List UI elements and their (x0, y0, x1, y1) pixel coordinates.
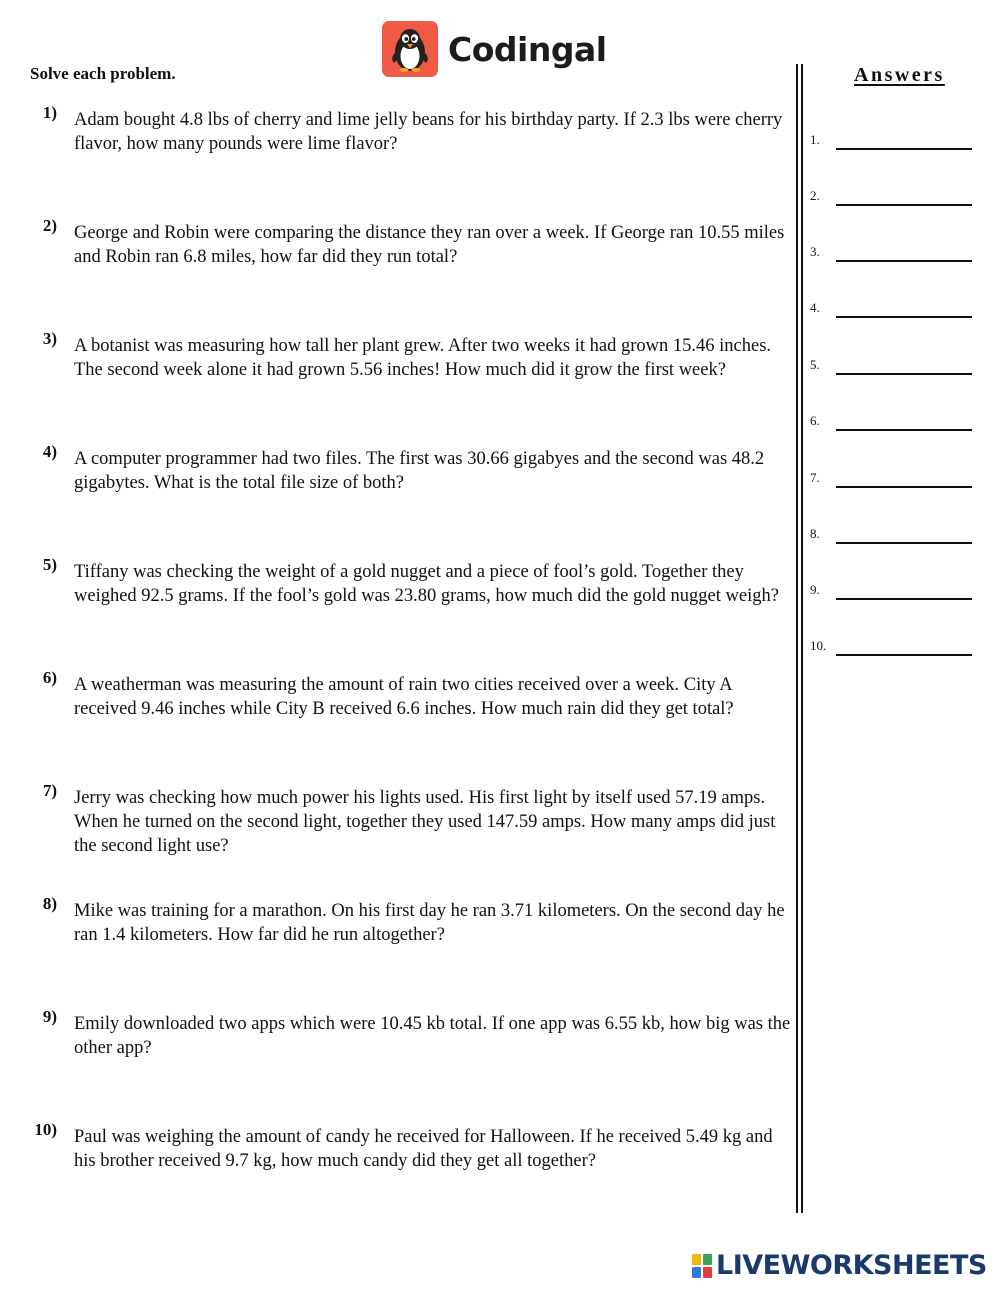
penguin-icon (382, 21, 438, 77)
liveworksheets-logo (692, 1250, 987, 1281)
question-number: 9) (42, 1007, 57, 1026)
answer-row (810, 413, 975, 433)
answer-blank[interactable] (836, 148, 972, 150)
answer-blank[interactable] (836, 260, 972, 262)
answer-row (810, 526, 975, 546)
question-number: 4) (42, 442, 57, 461)
liveworksheets-grid-icon (692, 1254, 712, 1278)
answer-row (810, 300, 975, 320)
answer-blank[interactable] (836, 316, 972, 318)
answer-number: 5. (810, 357, 820, 372)
answer-number: 10. (810, 638, 827, 653)
codingal-logo (382, 21, 607, 77)
answer-number: 9. (810, 582, 820, 597)
question-text: Tiffany was checking the weight of a gold nugget and a piece of fool’s gold. Together they weighed 92.5 grams. If the fool’s gold was 23.80 grams, how much did the gold nugget weigh? (74, 562, 779, 606)
answer-blank[interactable] (836, 429, 972, 431)
question-number: 3) (42, 329, 57, 348)
answer-row (810, 244, 975, 264)
column-divider (801, 64, 803, 1213)
answer-blank[interactable] (836, 542, 972, 544)
answer-number: 8. (810, 526, 820, 541)
answer-blank[interactable] (836, 654, 972, 656)
question-number: 8) (42, 894, 57, 913)
question-text: Emily downloaded two apps which were 10.45 kb total. If one app was 6.55 kb, how big was the other app? (74, 1014, 791, 1058)
question-text: Mike was training for a marathon. On his first day he ran 3.71 kilometers. On the second day he ran 1.4 kilometers. How far did he run altogether? (74, 901, 785, 945)
question-number: 5) (42, 555, 57, 574)
answer-blank[interactable] (836, 598, 972, 600)
answer-blank[interactable] (836, 204, 972, 206)
answer-number: 6. (810, 413, 820, 428)
answer-number: 1. (810, 132, 820, 147)
answer-row (810, 188, 975, 208)
question-text: Adam bought 4.8 lbs of cherry and lime jelly beans for his birthday party. If 2.3 lbs were cherry flavor, how many pounds were lime flavor? (74, 110, 783, 154)
question-text: A botanist was measuring how tall her plant grew. After two weeks it had grown 15.46 inches. The second week alone it had grown 5.56 inches! How much did it grow the first week? (74, 336, 772, 380)
answer-number: 7. (810, 470, 820, 485)
question-number: 6) (42, 668, 57, 687)
brand-name: Codingal (448, 29, 607, 69)
question-text: A computer programmer had two files. The first was 30.66 gigabyes and the second was 48.2 gigabytes. What is the total file size of both? (74, 449, 765, 493)
instruction-text: Solve each problem. (30, 64, 176, 83)
question-number: 2) (42, 216, 57, 235)
answer-blank[interactable] (836, 486, 972, 488)
answer-number: 4. (810, 300, 820, 315)
answer-number: 2. (810, 188, 820, 203)
answers-heading: Answers (854, 64, 945, 86)
liveworksheets-brand: LIVEWORKSHEETS (716, 1250, 987, 1281)
question-text: A weatherman was measuring the amount of rain two cities received over a week. City A received 9.46 inches while City B received 6.6 inches. How much rain did they get total? (74, 675, 734, 719)
question-number: 7) (42, 781, 57, 800)
answer-row (810, 638, 975, 658)
answer-blank[interactable] (836, 373, 972, 375)
answer-row (810, 357, 975, 377)
question-number: 10) (34, 1120, 57, 1139)
question-text: Paul was weighing the amount of candy he received for Halloween. If he received 5.49 kg and his brother received 9.7 kg, how much candy did they get all together? (74, 1127, 773, 1171)
column-divider (796, 64, 798, 1213)
question-number: 1) (42, 103, 57, 122)
answer-row (810, 132, 975, 152)
answer-row (810, 470, 975, 490)
answer-number: 3. (810, 244, 820, 259)
question-text: George and Robin were comparing the distance they ran over a week. If George ran 10.55 miles and Robin ran 6.8 miles, how far did they run total? (74, 223, 785, 267)
answer-row (810, 582, 975, 602)
question-text: Jerry was checking how much power his lights used. His first light by itself used 57.19 amps. When he turned on the second light, together they used 147.59 amps. How many amps did just the second light use? (74, 788, 776, 856)
